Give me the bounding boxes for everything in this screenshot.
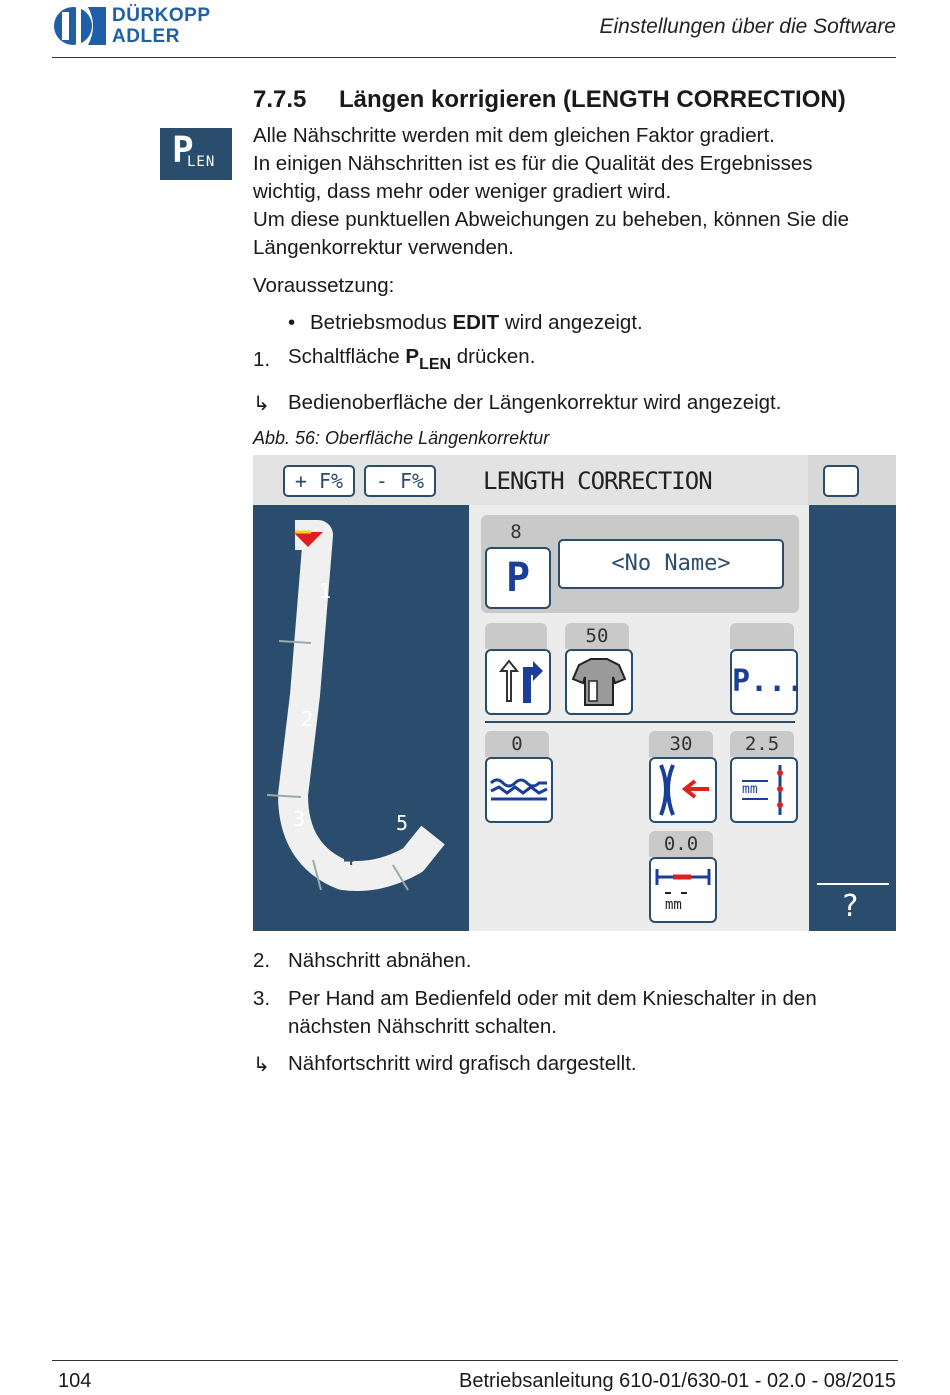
seam-label-1: 1 xyxy=(319,579,332,603)
zigzag-button[interactable] xyxy=(485,757,553,823)
seam-direction-tab xyxy=(485,623,547,649)
result-1-text: Bedienoberfläche der Längenkorrektur wird angezeigt. xyxy=(288,391,782,414)
section-number: 7.7.5 xyxy=(253,86,307,113)
page-number: 104 xyxy=(58,1370,92,1392)
help-divider xyxy=(817,883,889,885)
intro-line-5: Längenkorrektur verwenden. xyxy=(253,236,514,259)
intro-line-1: Alle Nähschritte werden mit dem gleichen Faktor gradiert. xyxy=(253,124,775,147)
piece-count-value: 50 xyxy=(565,623,629,649)
spacing-button[interactable] xyxy=(730,757,798,823)
figure-caption: Abb. 56: Oberfläche Längenkorrektur xyxy=(253,428,550,448)
zigzag-value: 0 xyxy=(485,731,549,757)
program-button[interactable]: P xyxy=(485,547,551,609)
step-3-number: 3. xyxy=(253,987,271,1010)
footer-divider xyxy=(52,1360,898,1361)
step-1-button-sub: LEN xyxy=(419,356,452,373)
step-3-text: Per Hand am Bedienfeld oder mit dem Knieschalter in den nächsten Nähschritt schalten. xyxy=(288,987,817,1038)
help-button[interactable]: ? xyxy=(841,889,860,924)
step-2-text: Nähschritt abnähen. xyxy=(288,949,472,972)
brand-logo xyxy=(52,4,227,48)
prerequisite-text-b: wird angezeigt. xyxy=(499,311,643,334)
seam-label-5: 5 xyxy=(396,811,409,835)
minus-factor-button[interactable]: - F% xyxy=(364,465,436,497)
seam-path xyxy=(293,535,433,876)
length-button[interactable] xyxy=(649,857,717,923)
needle-position-icon xyxy=(651,759,715,821)
plus-factor-button[interactable]: + F% xyxy=(283,465,355,497)
brand-name-line2: ADLER xyxy=(112,26,180,47)
step-1-number: 1. xyxy=(253,348,271,371)
result-2-text: Nähfortschritt wird grafisch dargestellt. xyxy=(288,1052,637,1075)
bullet-symbol: • xyxy=(288,311,296,334)
needle-button[interactable] xyxy=(649,757,717,823)
intro-line-4: Um diese punktuellen Abweichungen zu beheben, können Sie die xyxy=(253,208,850,231)
plen-button-icon xyxy=(160,128,232,180)
spacing-unit: mm xyxy=(742,782,758,797)
step-1-button: P xyxy=(405,345,420,368)
program-number: 8 xyxy=(485,519,547,545)
seam-graphic xyxy=(253,505,469,931)
plen-icon-sub: LEN xyxy=(187,154,216,170)
intro-line-2: In einigen Nähschritten ist es für die Qualität des Ergebnisses xyxy=(253,152,813,175)
step-1-text xyxy=(288,343,535,379)
document-reference: Betriebsanleitung 610-01/630-01 - 02.0 - 08/2015 xyxy=(459,1370,896,1392)
length-unit: mm xyxy=(665,897,682,913)
plen-icon-letter: P xyxy=(172,130,194,171)
logo-mark-icon xyxy=(52,4,108,48)
length-correction-screen xyxy=(253,455,896,931)
screen-title: LENGTH CORRECTION xyxy=(483,467,712,495)
section-heading xyxy=(253,86,846,114)
program-name-field[interactable]: <No Name> xyxy=(558,539,784,589)
length-measure-icon xyxy=(651,859,715,921)
direction-arrows-icon xyxy=(487,651,549,713)
step-1-after: drücken. xyxy=(451,345,536,368)
right-panel xyxy=(809,505,896,931)
seam-label-3: 3 xyxy=(293,807,306,831)
prerequisite-label: Voraussetzung: xyxy=(253,274,395,297)
row-divider xyxy=(485,721,795,723)
result-2-arrow-icon: ↳ xyxy=(253,1054,270,1076)
seam-label-2: 2 xyxy=(301,707,314,731)
shirt-icon xyxy=(567,651,631,713)
stitch-wave-icon xyxy=(487,759,551,821)
step-1-before: Schaltfläche xyxy=(288,345,406,368)
program-list-tab xyxy=(730,623,794,649)
needle-value: 30 xyxy=(649,731,713,757)
prerequisite-mode: EDIT xyxy=(452,311,500,334)
prerequisite-text-a: Betriebsmodus xyxy=(310,311,453,334)
header-divider xyxy=(52,57,896,58)
spacing-value: 2.5 xyxy=(730,731,794,757)
brand-name-line1: DÜRKOPP xyxy=(112,5,211,26)
seam-panel xyxy=(253,505,469,931)
section-title: Längen korrigieren (LENGTH CORRECTION) xyxy=(339,86,846,113)
piece-count-button[interactable] xyxy=(565,649,633,715)
running-header: Einstellungen über die Software xyxy=(599,15,896,38)
result-arrow-icon: ↳ xyxy=(253,393,270,415)
corner-button[interactable] xyxy=(823,465,859,497)
intro-line-3: wichtig, dass mehr oder weniger gradiert wird. xyxy=(253,180,672,203)
length-value: 0.0 xyxy=(649,831,713,857)
program-list-button[interactable]: P... xyxy=(730,649,798,715)
seam-label-4: 4 xyxy=(343,846,356,870)
step-2-number: 2. xyxy=(253,949,271,972)
seam-direction-button[interactable] xyxy=(485,649,551,715)
